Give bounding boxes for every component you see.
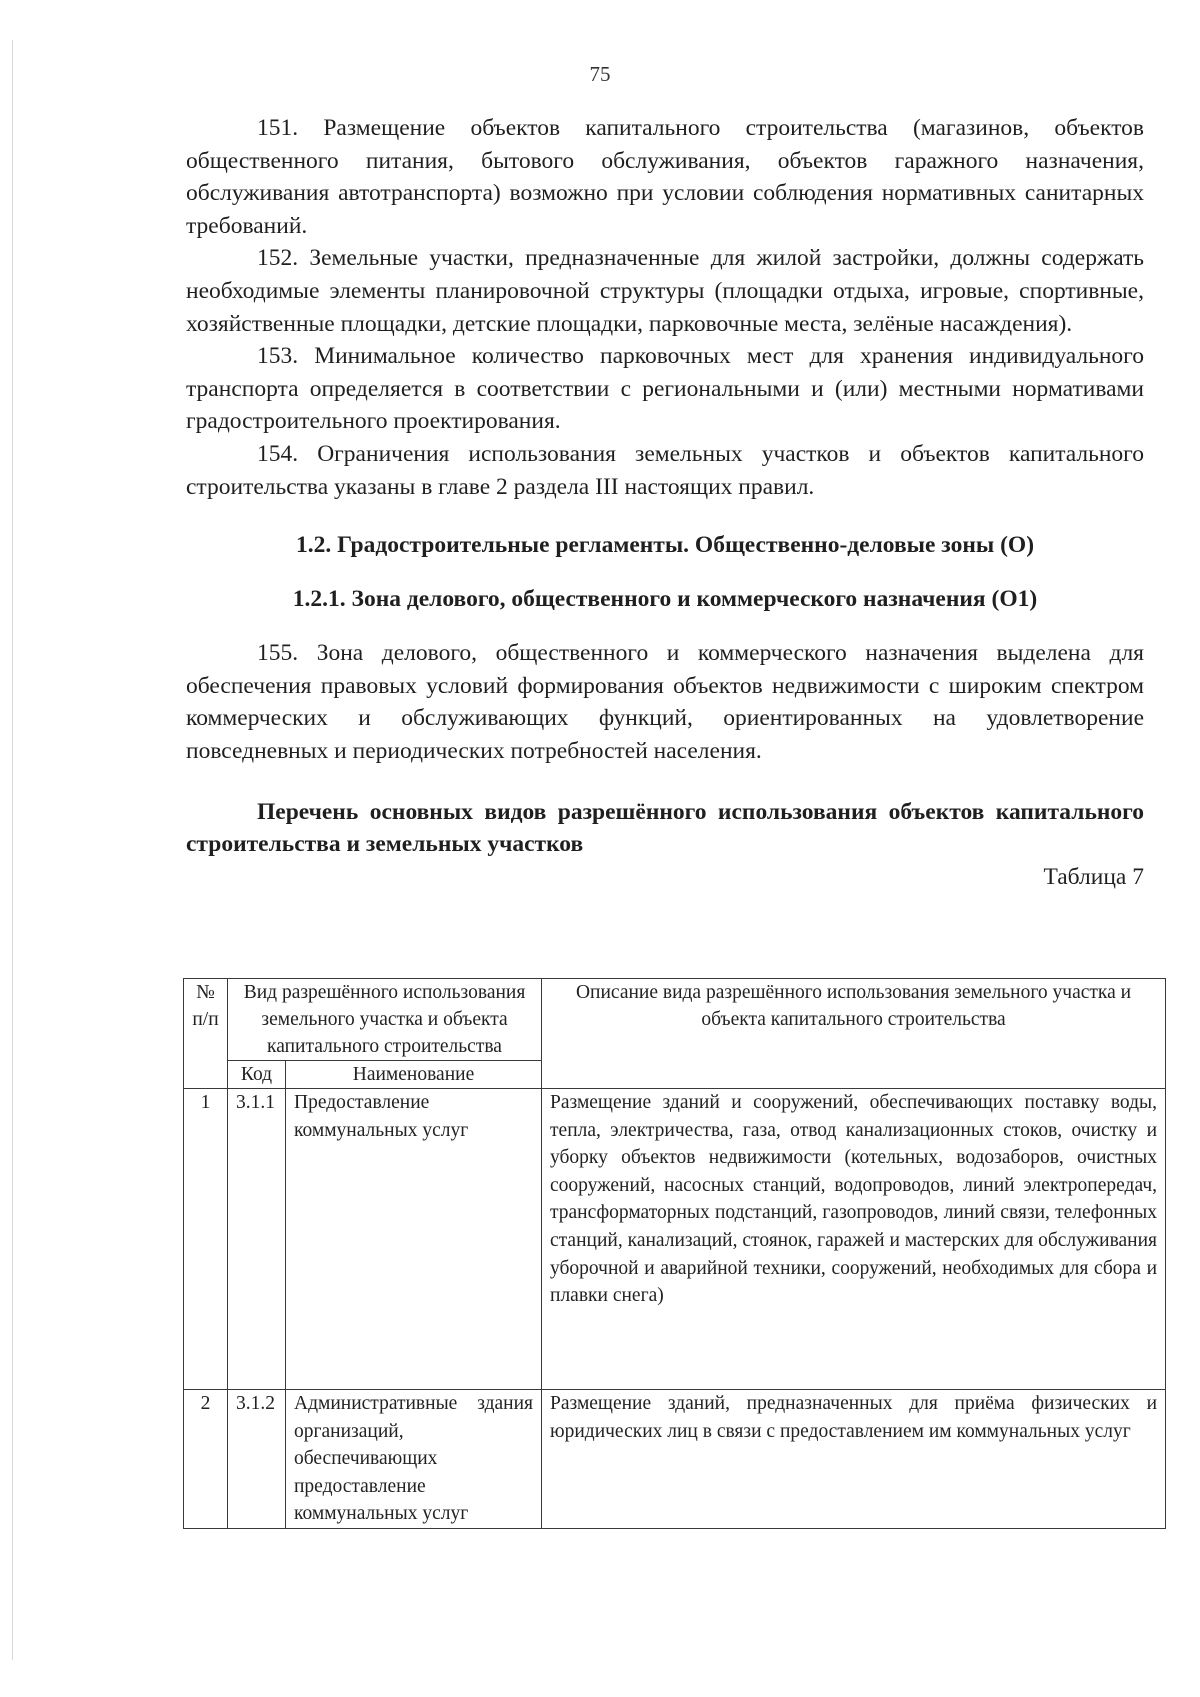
header-name: Наименование (286, 1061, 542, 1089)
paragraph-152: 152. Земельные участки, предназначенные для жилой застройки, должны содержать необходимые элементы планировочной структуры (площадки отдыха, игровые, спортивные, хозяйственные площадки, детские площадки, парковочные места, зелёные насаждения). (186, 245, 1144, 337)
header-description: Описание вида разрешённого использования земельного участка и объекта капитального строительства (542, 979, 1166, 1089)
header-use-kind: Вид разрешённого использования земельного участка и объекта капитального строительства (228, 979, 542, 1061)
row-number: 2 (184, 1390, 228, 1529)
paragraph-153: 153. Минимальное количество парковочных мест для хранения индивидуального транспорта определяется в соответствии с региональными и (или) местными нормативами градостроительного проектирования. (186, 343, 1144, 435)
paragraph-154: 154. Ограничения использования земельных участков и объектов капитального строительства указаны в главе 2 раздела III настоящих правил. (186, 440, 1144, 500)
row-code: 3.1.2 (228, 1390, 286, 1529)
header-code: Код (228, 1061, 286, 1089)
section-heading: 1.2. Градостроительные регламенты. Общественно-деловые зоны (О) (295, 532, 1035, 559)
row-number: 1 (184, 1089, 228, 1390)
paragraph-151: 151. Размещение объектов капитального строительства (магазинов, объектов общественного питания, бытового обслуживания, объектов гаражного назначения, обслуживания автотранспорта) возможно при условии соблюдения нормативных санитарных требований. (186, 115, 1144, 239)
header-number: № п/п (184, 979, 228, 1089)
permitted-use-table (183, 978, 1166, 1529)
row-name: Административные здания организаций, обеспечивающих предоставление коммунальных услуг (286, 1390, 542, 1529)
table-number: Таблица 7 (1043, 863, 1144, 890)
document-body (186, 112, 1144, 892)
row-code: 3.1.1 (228, 1089, 286, 1390)
table-title: Перечень основных видов разрешённого использования объектов капитального строительства и земельных участков (186, 798, 1144, 857)
paragraph-155: 155. Зона делового, общественного и коммерческого назначения выделена для обеспечения правовых условий формирования объектов недвижимости с широким спектром коммерческих и обслуживающих функций, ориентированных на удовлетворение повседневных и периодических потребностей населения. (186, 640, 1144, 764)
subsection-heading: 1.2.1. Зона делового, общественного и коммерческого назначения (О1) (292, 586, 1038, 613)
table-header-row (184, 979, 1166, 1061)
row-description: Размещение зданий и сооружений, обеспечивающих поставку воды, тепла, электричества, газа, отвод канализационных стоков, очистку и уборку объектов недвижимости (котельных, водозаборов, очистных сооружений, насосных станций, водопроводов, линий электропередач, трансформаторных подстанций, газопроводов, линий связи, телефонных станций, канализаций, стоянок, гаражей и мастерских для обслуживания уборочной и аварийной техники, сооружений, необходимых для сбора и плавки снега) (542, 1089, 1166, 1390)
scan-margin-line (12, 40, 13, 1660)
row-description: Размещение зданий, предназначенных для приёма физических и юридических лиц в связи с предоставлением им коммунальных услуг (542, 1390, 1166, 1529)
row-name: Предоставление коммунальных услуг (286, 1089, 542, 1390)
table-row (184, 1390, 1166, 1529)
table-row (184, 1089, 1166, 1390)
page-number: 75 (589, 62, 611, 86)
